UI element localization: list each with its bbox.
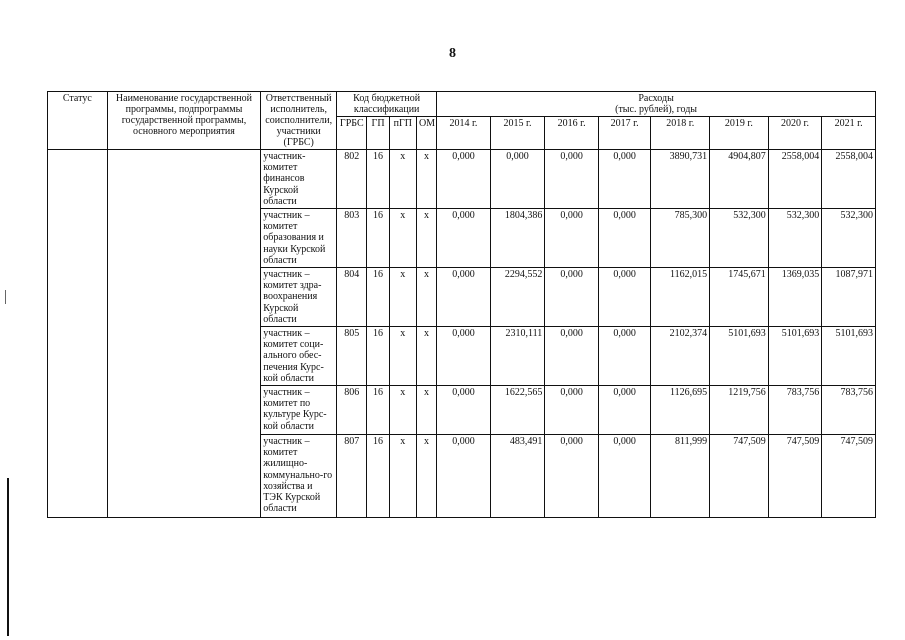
value-2019: 4904,807 <box>710 150 769 209</box>
header-budget-code: Код бюджетной классификации <box>337 92 437 117</box>
header-expenses <box>437 92 876 117</box>
value-2019: 532,300 <box>710 209 769 268</box>
value-2020: 5101,693 <box>768 327 822 386</box>
gp-cell: 16 <box>367 209 389 268</box>
margin-mark <box>5 290 6 304</box>
value-2021: 783,756 <box>822 386 876 435</box>
value-2015: 2310,111 <box>490 327 545 386</box>
om-cell: х <box>416 209 436 268</box>
value-2021: 1087,971 <box>822 268 876 327</box>
value-2014: 0,000 <box>437 327 491 386</box>
executor-cell: участник – комитет соци-ального обес-печения Курс-кой области <box>261 327 337 386</box>
value-2019: 1745,671 <box>710 268 769 327</box>
gp-cell: 16 <box>367 268 389 327</box>
header-grbs: ГРБС <box>337 117 367 150</box>
program-name-cell <box>107 150 261 518</box>
grbs-cell: 805 <box>337 327 367 386</box>
pgp-cell: х <box>389 327 416 386</box>
status-cell <box>48 150 108 518</box>
header-year-2016: 2016 г. <box>545 117 599 150</box>
value-2016: 0,000 <box>545 435 599 518</box>
executor-cell: участник – комитет образования и науки Курской области <box>261 209 337 268</box>
value-2014: 0,000 <box>437 268 491 327</box>
header-year-2018: 2018 г. <box>651 117 710 150</box>
value-2015: 1804,386 <box>490 209 545 268</box>
header-status: Статус <box>48 92 108 150</box>
executor-cell: участник- комитет финансов Курской области <box>261 150 337 209</box>
value-2018: 2102,374 <box>651 327 710 386</box>
value-2020: 783,756 <box>768 386 822 435</box>
value-2017: 0,000 <box>598 209 651 268</box>
header-program-name: Наименование государственной программы, подпрограммы государственной программы, основного мероприятия <box>107 92 261 150</box>
header-expenses-title: Расходы <box>638 93 674 104</box>
header-pgp: пГП <box>389 117 416 150</box>
pgp-cell: х <box>389 209 416 268</box>
value-2018: 785,300 <box>651 209 710 268</box>
om-cell: х <box>416 435 436 518</box>
executor-cell: участник – комитет здра-воохранения Курской области <box>261 268 337 327</box>
value-2016: 0,000 <box>545 209 599 268</box>
header-year-2015: 2015 г. <box>490 117 545 150</box>
gp-cell: 16 <box>367 386 389 435</box>
value-2017: 0,000 <box>598 386 651 435</box>
pgp-cell: х <box>389 150 416 209</box>
value-2019: 5101,693 <box>710 327 769 386</box>
value-2015: 2294,552 <box>490 268 545 327</box>
value-2020: 2558,004 <box>768 150 822 209</box>
header-expenses-unit: (тыс. рублей), годы <box>615 104 698 115</box>
value-2016: 0,000 <box>545 386 599 435</box>
grbs-cell: 806 <box>337 386 367 435</box>
grbs-cell: 802 <box>337 150 367 209</box>
value-2018: 811,999 <box>651 435 710 518</box>
grbs-cell: 807 <box>337 435 367 518</box>
value-2015: 1622,565 <box>490 386 545 435</box>
om-cell: х <box>416 386 436 435</box>
value-2020: 1369,035 <box>768 268 822 327</box>
header-year-2019: 2019 г. <box>710 117 769 150</box>
value-2014: 0,000 <box>437 209 491 268</box>
value-2017: 0,000 <box>598 150 651 209</box>
header-gp: ГП <box>367 117 389 150</box>
value-2015: 0,000 <box>490 150 545 209</box>
value-2018: 1126,695 <box>651 386 710 435</box>
value-2019: 747,509 <box>710 435 769 518</box>
gp-cell: 16 <box>367 327 389 386</box>
budget-table <box>47 91 876 518</box>
value-2019: 1219,756 <box>710 386 769 435</box>
header-executor: Ответственный исполнитель, соисполнители, участники (ГРБС) <box>261 92 337 150</box>
value-2017: 0,000 <box>598 268 651 327</box>
margin-line <box>7 478 9 636</box>
grbs-cell: 803 <box>337 209 367 268</box>
value-2018: 3890,731 <box>651 150 710 209</box>
header-year-2014: 2014 г. <box>437 117 491 150</box>
value-2014: 0,000 <box>437 150 491 209</box>
value-2016: 0,000 <box>545 327 599 386</box>
om-cell: х <box>416 150 436 209</box>
value-2021: 532,300 <box>822 209 876 268</box>
value-2020: 532,300 <box>768 209 822 268</box>
value-2017: 0,000 <box>598 327 651 386</box>
value-2014: 0,000 <box>437 386 491 435</box>
value-2021: 5101,693 <box>822 327 876 386</box>
value-2020: 747,509 <box>768 435 822 518</box>
value-2016: 0,000 <box>545 268 599 327</box>
header-year-2020: 2020 г. <box>768 117 822 150</box>
page-number: 8 <box>449 46 456 61</box>
value-2016: 0,000 <box>545 150 599 209</box>
value-2014: 0,000 <box>437 435 491 518</box>
om-cell: х <box>416 268 436 327</box>
value-2021: 2558,004 <box>822 150 876 209</box>
pgp-cell: х <box>389 435 416 518</box>
gp-cell: 16 <box>367 435 389 518</box>
value-2015: 483,491 <box>490 435 545 518</box>
executor-cell: участник – комитет жилищно-коммунально-го хозяйства и ТЭК Курской области <box>261 435 337 518</box>
pgp-cell: х <box>389 386 416 435</box>
value-2021: 747,509 <box>822 435 876 518</box>
executor-cell: участник – комитет по культуре Курс-кой области <box>261 386 337 435</box>
grbs-cell: 804 <box>337 268 367 327</box>
header-year-2017: 2017 г. <box>598 117 651 150</box>
header-om: ОМ <box>416 117 436 150</box>
gp-cell: 16 <box>367 150 389 209</box>
value-2017: 0,000 <box>598 435 651 518</box>
value-2018: 1162,015 <box>651 268 710 327</box>
om-cell: х <box>416 327 436 386</box>
table-row <box>48 150 876 209</box>
pgp-cell: х <box>389 268 416 327</box>
header-year-2021: 2021 г. <box>822 117 876 150</box>
